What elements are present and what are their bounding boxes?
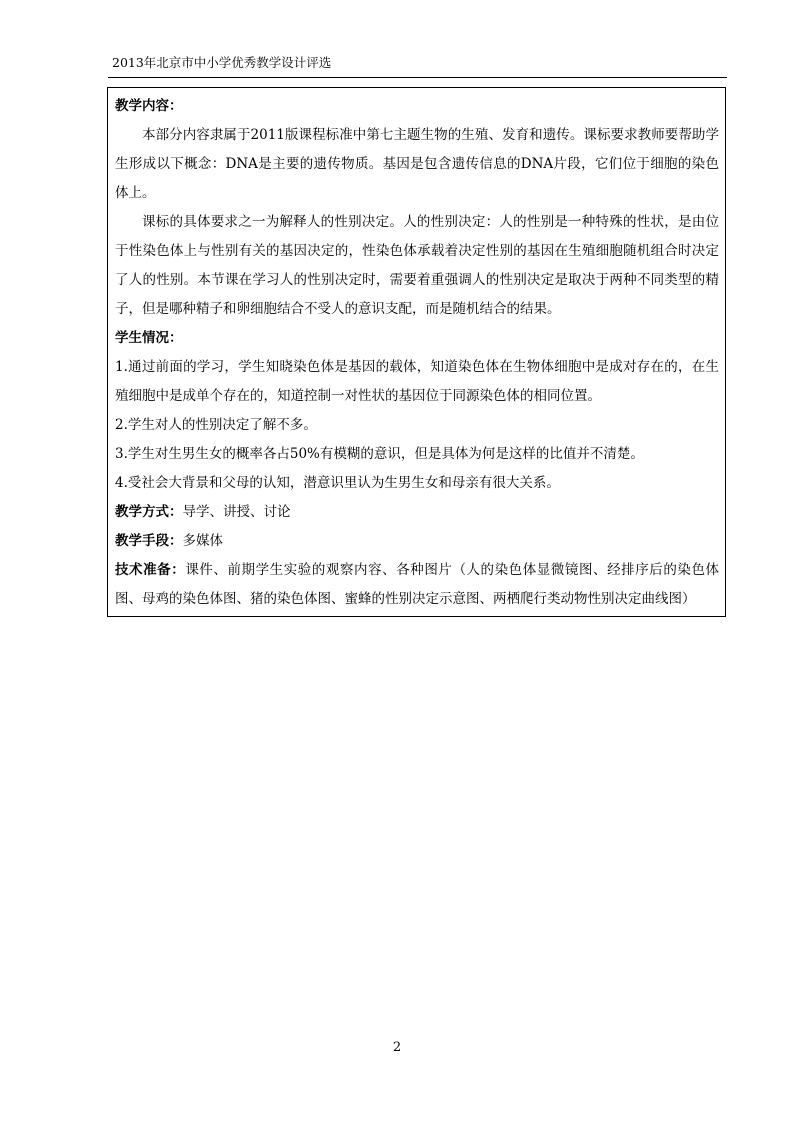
technical-preparation-value: 课件、前期学生实验的观察内容、各种图片（人的染色体显微镜图、经排序后的染色体图、母鸡的染色体图、猪的染色体图、蜜蜂的性别决定示意图、两栖爬行类动物性别决定曲线图）: [115, 562, 720, 607]
student-situation-item-4: 4.受社会大背景和父母的认知，潜意识里认为生男生女和母亲有很大关系。: [115, 475, 560, 491]
teaching-content-heading: 教学内容：: [115, 98, 183, 114]
technical-preparation-label: 技术准备：: [115, 562, 186, 578]
student-situation-item-3: 3.学生对生男生女的概率各占50%有模糊的意识，但是具体为何是这样的比值并不清楚。: [115, 446, 644, 462]
teaching-content-paragraph-2: 课标的具体要求之一为解释人的性别决定。人的性别决定：人的性别是一种特殊的性状，是由位于性染色体上与性别有关的基因决定的，性染色体承载着决定性别的基因在生殖细胞随机组合时决定了人的性别。本节课在学习人的性别决定时，需要着重强调人的性别决定是取决于两种不同类型的精子，但是哪种精子和卵细胞结合不受人的意识支配，而是随机结合的结果。: [115, 214, 719, 317]
teaching-method-label: 教学方式：: [115, 504, 183, 520]
teaching-means-label: 教学手段：: [115, 533, 183, 549]
lesson-plan-table-cell: [107, 87, 726, 617]
student-situation-item-2: 2.学生对人的性别决定了解不多。: [115, 417, 317, 433]
technical-preparation-row: [115, 556, 719, 614]
student-situation-heading: 学生情况：: [115, 330, 183, 346]
teaching-content-paragraph-1: 本部分内容隶属于2011版课程标准中第七主题生物的生殖、发育和遗传。课标要求教师要帮助学生形成以下概念：DNA是主要的遗传物质。基因是包含遗传信息的DNA片段，它们位于细胞的染色体上。: [115, 127, 719, 201]
page-number: 2: [392, 1040, 402, 1055]
teaching-method-row: [115, 498, 719, 527]
header-divider: [108, 77, 727, 78]
teaching-means-value: 多媒体: [182, 533, 223, 549]
student-situation-item-1: 1.通过前面的学习，学生知晓染色体是基因的载体，知道染色体在生物体细胞中是成对存在的，在生殖细胞中是成单个存在的，知道控制一对性状的基因位于同源染色体的相同位置。: [115, 359, 719, 404]
document-header-title: 2013年北京市中小学优秀教学设计评选: [112, 55, 332, 70]
teaching-method-value: 导学、讲授、讨论: [182, 504, 291, 520]
teaching-means-row: [115, 527, 719, 556]
